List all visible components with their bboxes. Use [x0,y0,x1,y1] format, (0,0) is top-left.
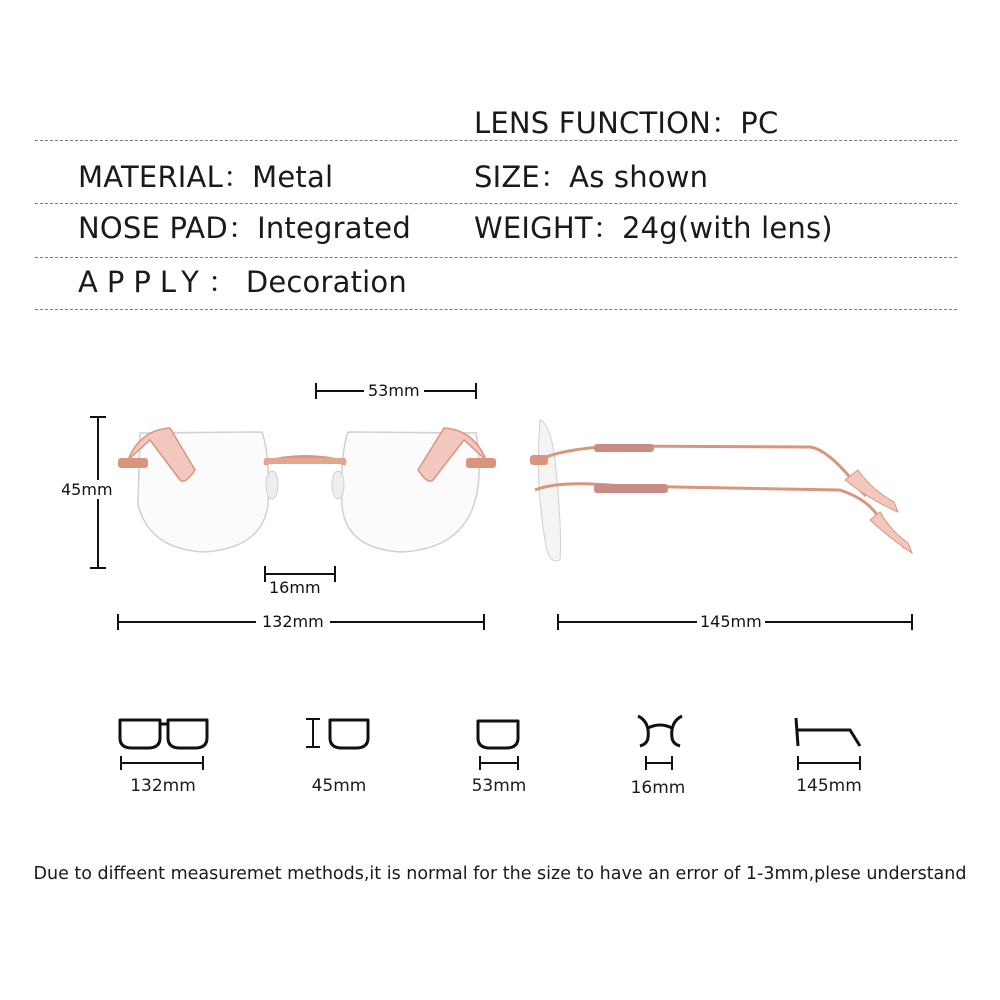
temple-icon [796,718,861,770]
icon-label-lens-height: 45mm [311,776,367,796]
icon-label-bridge: 16mm [630,778,686,798]
spec-label: SIZE： [474,160,570,194]
temple-length-label: 145mm [697,612,765,631]
spec-label: APPLY： [78,265,246,299]
lens-height-icon [306,718,368,748]
measurement-note: Due to diffeent measuremet methods,it is normal for the size to have an error of 1-3mm,plese understand [33,864,967,884]
spec-value: 24g(with lens) [621,211,833,245]
bridge-icon [638,716,682,770]
spec-value: Metal [252,160,334,194]
lens-width-label: 53mm [364,381,424,400]
lens-width-icon [478,721,519,770]
spec-value: Decoration [245,265,407,299]
spec-label: LENS FUNCTION： [474,106,741,140]
spec-value: Integrated [257,211,411,245]
spec-label: WEIGHT： [474,211,622,245]
spec-label: NOSE PAD： [78,211,258,245]
icon-label-frame-width: 132mm [130,776,196,796]
frame-width-label: 132mm [256,612,330,631]
lens-height-label: 45mm [61,480,113,499]
spec-value: PC [740,106,779,140]
icon-label-lens-width: 53mm [471,776,527,796]
spec-value: As shown [569,160,709,194]
icon-label-temple: 145mm [796,776,862,796]
bridge-label: 16mm [269,578,321,597]
spec-label: MATERIAL： [78,160,253,194]
frame-width-icon [120,720,207,770]
